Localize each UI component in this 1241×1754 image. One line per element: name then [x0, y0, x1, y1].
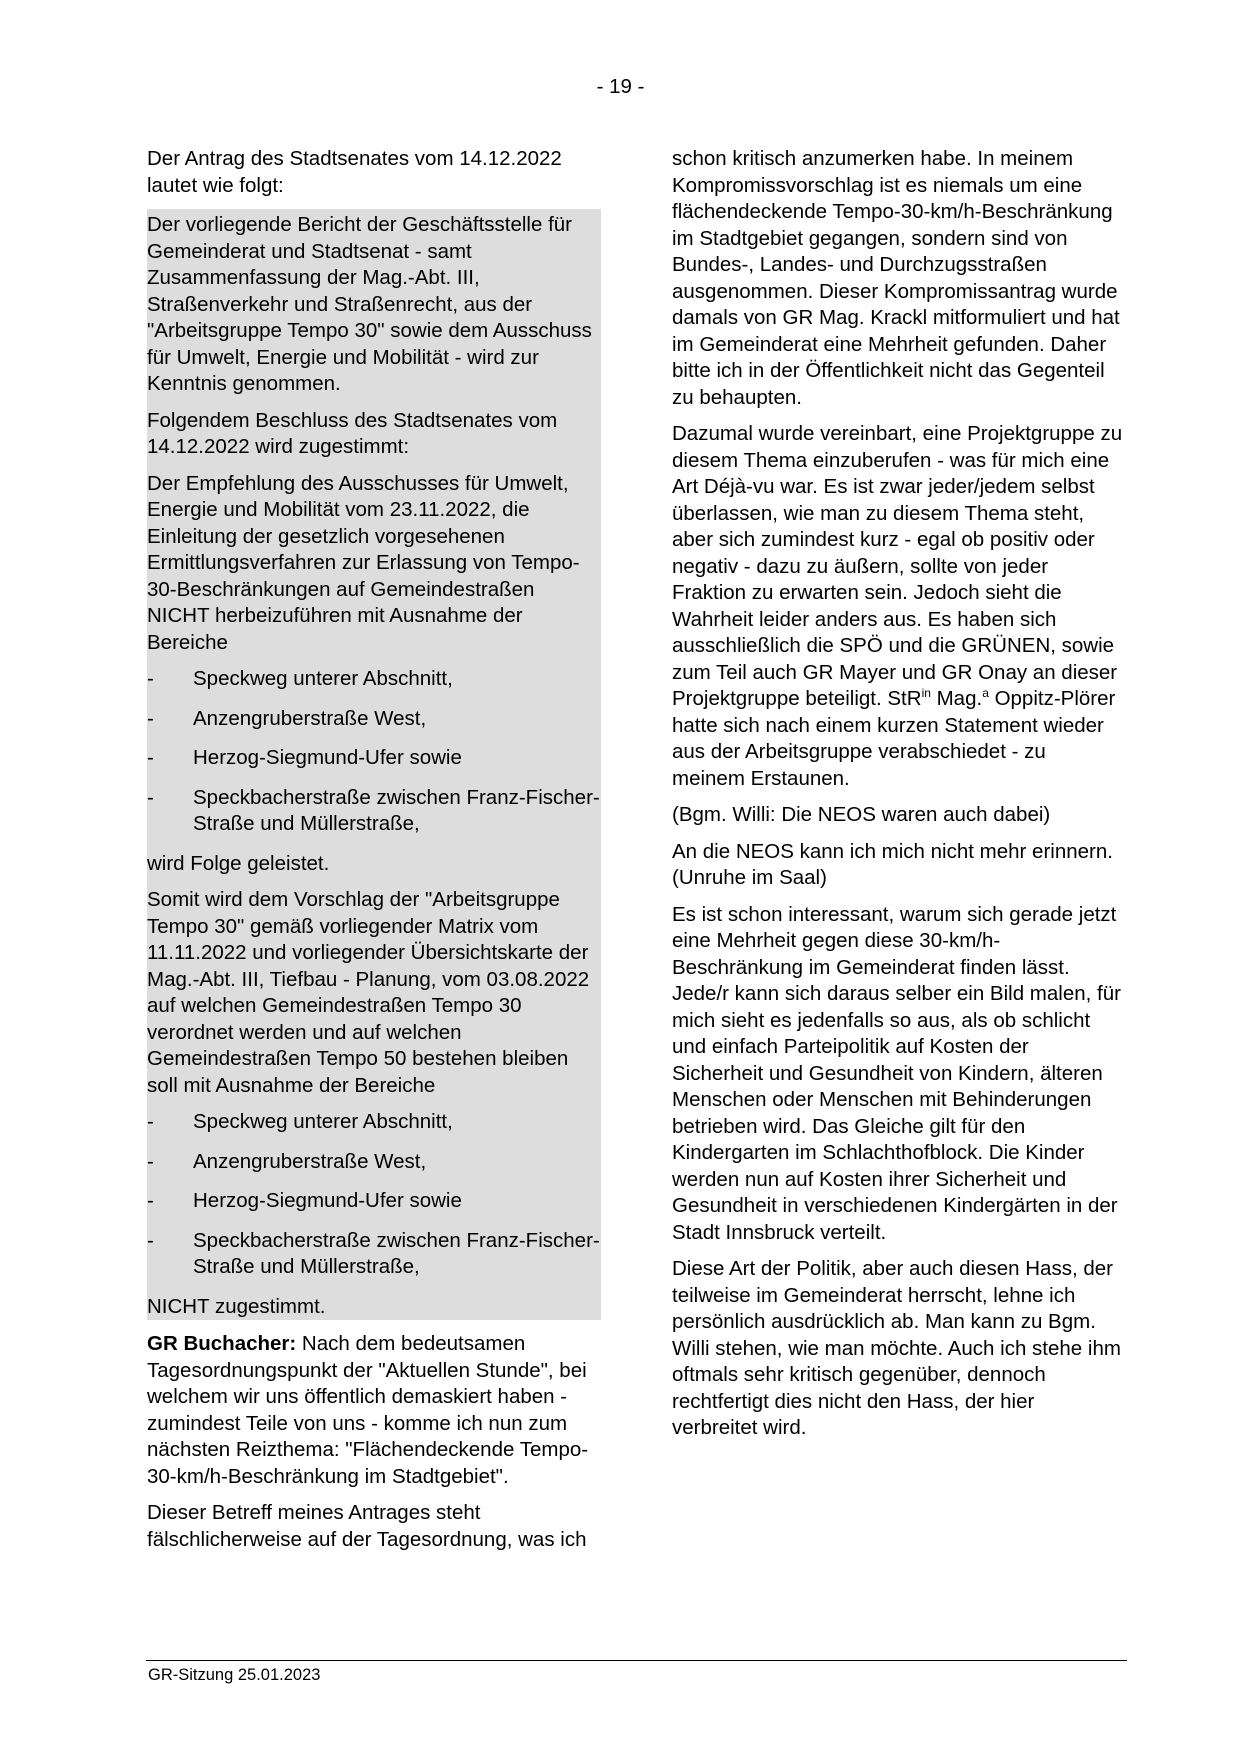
exception-list [147, 666, 601, 838]
speech-text: Dazumal wurde vereinbart, eine Projektgruppe zu diesem Thema einzuberufen - was für mich eine Art Déjà-vu war. Es ist zwar jeder/jedem selbst überlassen, wie man zu diesem Thema steht, aber sich zumindest kurz - egal ob positiv oder negativ - dazu zu äußern, sollte von jeder Fraktion zu erwarten sein. Jedoch sieht die Wahrheit leider anders aus. Es haben sich ausschließlich die SPÖ und die GRÜNEN, sowie zum Teil auch GR Mayer und GR Onay an dieser Projektgruppe beteiligt. StR [672, 422, 1123, 710]
speech-text: Nach dem bedeutsamen Tagesordnungspunkt der "Aktuellen Stunde", bei welchem wir uns öffentlich demaskiert haben - zumindest Teile von uns - komme ich nun zum nächsten Reizthema: "Flächendeckende Tempo-30-km/h-Beschränkung im Stadtgebiet". [147, 1332, 589, 1488]
motion-paragraph: Der Empfehlung des Ausschusses für Umwelt, Energie und Mobilität vom 23.11.2022, die Einleitung der gesetzlich vorgesehenen Ermittlungsverfahren zur Erlassung von Tempo-30-Beschränkungen auf Gemeindestraßen NICHT herbeizuführen mit Ausnahme der Bereiche [147, 471, 580, 654]
speech-text: Oppitz-Plörer hatte sich nach einem kurzen Statement wieder aus der Arbeitsgruppe verabschiedet - zu meinem Erstaunen. [672, 687, 1116, 790]
speech-paragraph [672, 421, 1124, 792]
list-item: - Speckweg unterer Abschnitt, [147, 1109, 601, 1136]
exception-list [147, 1109, 601, 1281]
superscript: in [921, 686, 931, 701]
motion-paragraph: wird Folge geleistet. [147, 851, 330, 875]
footer-divider [146, 1660, 1127, 1661]
speech-paragraph: An die NEOS kann ich mich nicht mehr erinnern. (Unruhe im Saal) [672, 839, 1113, 889]
list-item: - Herzog-Siegmund-Ufer sowie [147, 745, 601, 772]
superscript: a [982, 686, 989, 701]
motion-paragraph: Der vorliegende Bericht der Geschäftsstelle für Gemeinderat und Stadtsenat - samt Zusammenfassung der Mag.-Abt. III, Straßenverkehr und Straßenrecht, aus der "Arbeitsgruppe Tempo 30" sowie dem Ausschuss für Umwelt, Energie und Mobilität - wird zur Kenntnis genommen. [147, 213, 592, 395]
right-column [672, 146, 1124, 1452]
list-item: - Speckweg unterer Abschnitt, [147, 666, 601, 693]
speech-paragraph: Diese Art der Politik, aber auch diesen Hass, der teilweise im Gemeinderat herrscht, lehne ich persönlich ausdrücklich ab. Man kann zu Bgm. Willi stehen, wie man möchte. Auch ich stehe ihm oftmals sehr kritisch gegenüber, dennoch rechtfertigt dies nicht den Hass, der hier verbreitet wird. [672, 1257, 1121, 1439]
list-item: - Speckbacherstraße zwischen Franz-Fischer-Straße und Müllerstraße, [147, 1228, 601, 1281]
motion-intro: Der Antrag des Stadtsenates vom 14.12.2022 lautet wie folgt: [147, 147, 562, 197]
interjection: (Bgm. Willi: Die NEOS waren auch dabei) [672, 803, 1051, 826]
motion-box [147, 209, 601, 1320]
list-item: - Anzengruberstraße West, [147, 706, 601, 733]
speech-paragraph: Dieser Betreff meines Antrages steht fälschlicherweise auf der Tagesordnung, was ich [147, 1501, 587, 1551]
motion-paragraph: NICHT zugestimmt. [147, 1294, 326, 1318]
list-item: - Herzog-Siegmund-Ufer sowie [147, 1188, 601, 1215]
motion-paragraph: Folgendem Beschluss des Stadtsenates vom 14.12.2022 wird zugestimmt: [147, 408, 558, 458]
list-item: - Anzengruberstraße West, [147, 1149, 601, 1176]
footer-session-date: GR-Sitzung 25.01.2023 [148, 1666, 321, 1684]
speech-paragraph: Es ist schon interessant, warum sich gerade jetzt eine Mehrheit gegen diese 30-km/h-Beschränkung im Gemeinderat finden lässt. Jede/r kann sich daraus selber ein Bild malen, für mich sieht es jedenfalls so aus, als ob schlicht und einfach Parteipolitik auf Kosten der Sicherheit und Gesundheit von Kindern, älteren Menschen oder Menschen mit Behinderungen betrieben wird. Das Gleiche gilt für den Kindergarten im Schlachthofblock. Die Kinder werden nun auf Kosten ihrer Sicherheit und Gesundheit in verschiedenen Kindergärten in der Stadt Innsbruck verteilt. [672, 902, 1121, 1244]
list-item: - Speckbacherstraße zwischen Franz-Fischer-Straße und Müllerstraße, [147, 785, 601, 838]
speaker-name: GR Buchacher: [147, 1332, 297, 1355]
speech-paragraph [147, 1331, 607, 1490]
left-column [147, 146, 607, 1563]
page-number: - 19 - [596, 75, 645, 98]
speech-paragraph: schon kritisch anzumerken habe. In meinem Kompromissvorschlag ist es niemals um eine flächendeckende Tempo-30-km/h-Beschränkung im Stadtgebiet gegangen, sondern sind von Bundes-, Landes- und Durchzugsstraßen ausgenommen. Dieser Kompromissantrag wurde damals von GR Mag. Krackl mitformuliert und hat im Gemeinderat eine Mehrheit gefunden. Daher bitte ich in der Öffentlichkeit nicht das Gegenteil zu behaupten. [672, 147, 1120, 409]
motion-paragraph: Somit wird dem Vorschlag der "Arbeitsgruppe Tempo 30" gemäß vorliegender Matrix vom 11.11.2022 und vorliegender Übersichtskarte der Mag.-Abt. III, Tiefbau - Planung, vom 03.08.2022 auf welchen Gemeindestraßen Tempo 30 verordnet werden und auf welchen Gemeindestraßen Tempo 50 bestehen bleiben soll mit Ausnahme der Bereiche [147, 888, 590, 1097]
speech-text: Mag. [930, 687, 983, 710]
